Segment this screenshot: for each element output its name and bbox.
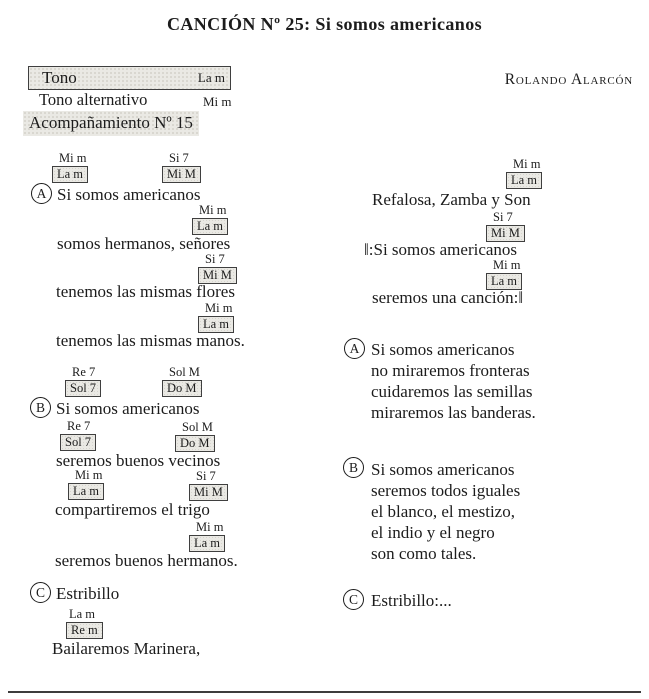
chord-plain: Si 7 [169, 151, 189, 165]
chord-boxed: La m [506, 172, 542, 189]
chord-plain: Re 7 [72, 365, 96, 379]
lyric-line: cuidaremos las semillas [371, 382, 533, 401]
chord-boxed: Sol 7 [65, 380, 101, 397]
lyric-line: Si somos americanos [371, 460, 515, 479]
chord-pair [486, 211, 525, 242]
chord-pair [162, 152, 201, 183]
estribillo-label: Estribillo:... [371, 591, 452, 610]
lyric-line: seremos buenos hermanos. [55, 551, 238, 570]
chord-plain: Mi m [199, 203, 227, 217]
section-marker-c: C [30, 582, 51, 603]
chord-pair [198, 302, 234, 333]
chord-plain: Mi m [75, 468, 103, 482]
chord-boxed: Mi M [162, 166, 201, 183]
chord-pair [506, 158, 542, 189]
page-bottom-rule [8, 691, 641, 693]
chord-plain: Mi m [196, 520, 224, 534]
chord-plain: Mi m [493, 258, 521, 272]
chord-pair [192, 204, 228, 235]
lyric-line: tenemos las mismas flores [56, 282, 235, 301]
chord-boxed: Re m [66, 622, 103, 639]
chord-pair [162, 366, 202, 397]
lyric-line: Si somos americanos [56, 399, 200, 418]
chord-boxed: Do M [162, 380, 202, 397]
section-marker-b: B [30, 397, 51, 418]
lyric-line: no miraremos fronteras [371, 361, 530, 380]
section-marker-a: A [344, 338, 365, 359]
chord-plain: La m [69, 607, 96, 621]
author-name: Rolando Alarcón [504, 71, 633, 88]
tono-label: Tono [42, 68, 77, 87]
chord-pair [175, 421, 215, 452]
chord-plain: Sol M [182, 420, 213, 434]
stanza-a [371, 339, 536, 423]
chord-boxed: Do M [175, 435, 215, 452]
chord-plain: Sol M [169, 365, 200, 379]
chord-plain: Mi m [59, 151, 87, 165]
lyric-line: son como tales. [371, 544, 477, 563]
lyric-line: miraremos las banderas. [371, 403, 536, 422]
estribillo-label: Estribillo [56, 584, 120, 603]
chord-pair [60, 420, 96, 451]
lyric-line-repeat-close: seremos una canción:‖ [372, 288, 524, 307]
chord-boxed: La m [189, 535, 225, 552]
chord-pair [66, 608, 103, 639]
chord-boxed: Sol 7 [60, 434, 96, 451]
page-title: CANCIÓN Nº 25: Si somos americanos [166, 14, 483, 34]
section-marker-b: B [343, 457, 364, 478]
chord-pair [65, 366, 101, 397]
chord-plain: Mi m [205, 301, 233, 315]
chord-boxed: Mi M [486, 225, 525, 242]
chord-boxed: La m [192, 218, 228, 235]
stanza-b [371, 459, 520, 564]
chord-pair [68, 469, 104, 500]
chord-plain: Re 7 [67, 419, 91, 433]
tono-alternativo-label: Tono alternativo [39, 90, 148, 109]
chord-pair [189, 521, 225, 552]
chord-boxed: Mi M [198, 267, 237, 284]
chord-boxed: Mi M [189, 484, 228, 501]
chord-plain: Si 7 [196, 469, 216, 483]
lyric-line: el indio y el negro [371, 523, 495, 542]
lyric-line: seremos todos iguales [371, 481, 521, 500]
lyric-line: el blanco, el mestizo, [371, 502, 515, 521]
chord-boxed: La m [486, 273, 522, 290]
tono-box [28, 66, 231, 90]
lyric-line: tenemos las mismas manos. [56, 331, 245, 350]
chord-plain: Si 7 [205, 252, 225, 266]
lyric-line: Refalosa, Zamba y Son [372, 190, 531, 209]
chord-pair [189, 470, 228, 501]
lyric-line: Si somos americanos [371, 340, 515, 359]
lyric-line: seremos buenos vecinos [56, 451, 221, 470]
tono-alternativo-value: Mi m [203, 94, 232, 109]
chord-boxed: La m [198, 316, 234, 333]
lyric-line: Bailaremos Marinera, [52, 639, 201, 658]
chord-plain: Si 7 [493, 210, 513, 224]
tono-value: La m [197, 70, 225, 85]
lyric-line: somos hermanos, señores [57, 234, 231, 253]
lyric-line: Si somos americanos [57, 185, 201, 204]
chord-plain: Mi m [513, 157, 541, 171]
lyric-line: compartiremos el trigo [55, 500, 210, 519]
section-marker-a: A [31, 183, 52, 204]
chord-pair [52, 152, 88, 183]
accompaniment-label: Acompañamiento Nº 15 [23, 111, 199, 136]
section-marker-c: C [343, 589, 364, 610]
chord-pair [486, 259, 522, 290]
lyric-line-repeat-open: ‖:Si somos americanos [364, 240, 518, 259]
chord-pair [198, 253, 237, 284]
chord-boxed: La m [52, 166, 88, 183]
chord-boxed: La m [68, 483, 104, 500]
